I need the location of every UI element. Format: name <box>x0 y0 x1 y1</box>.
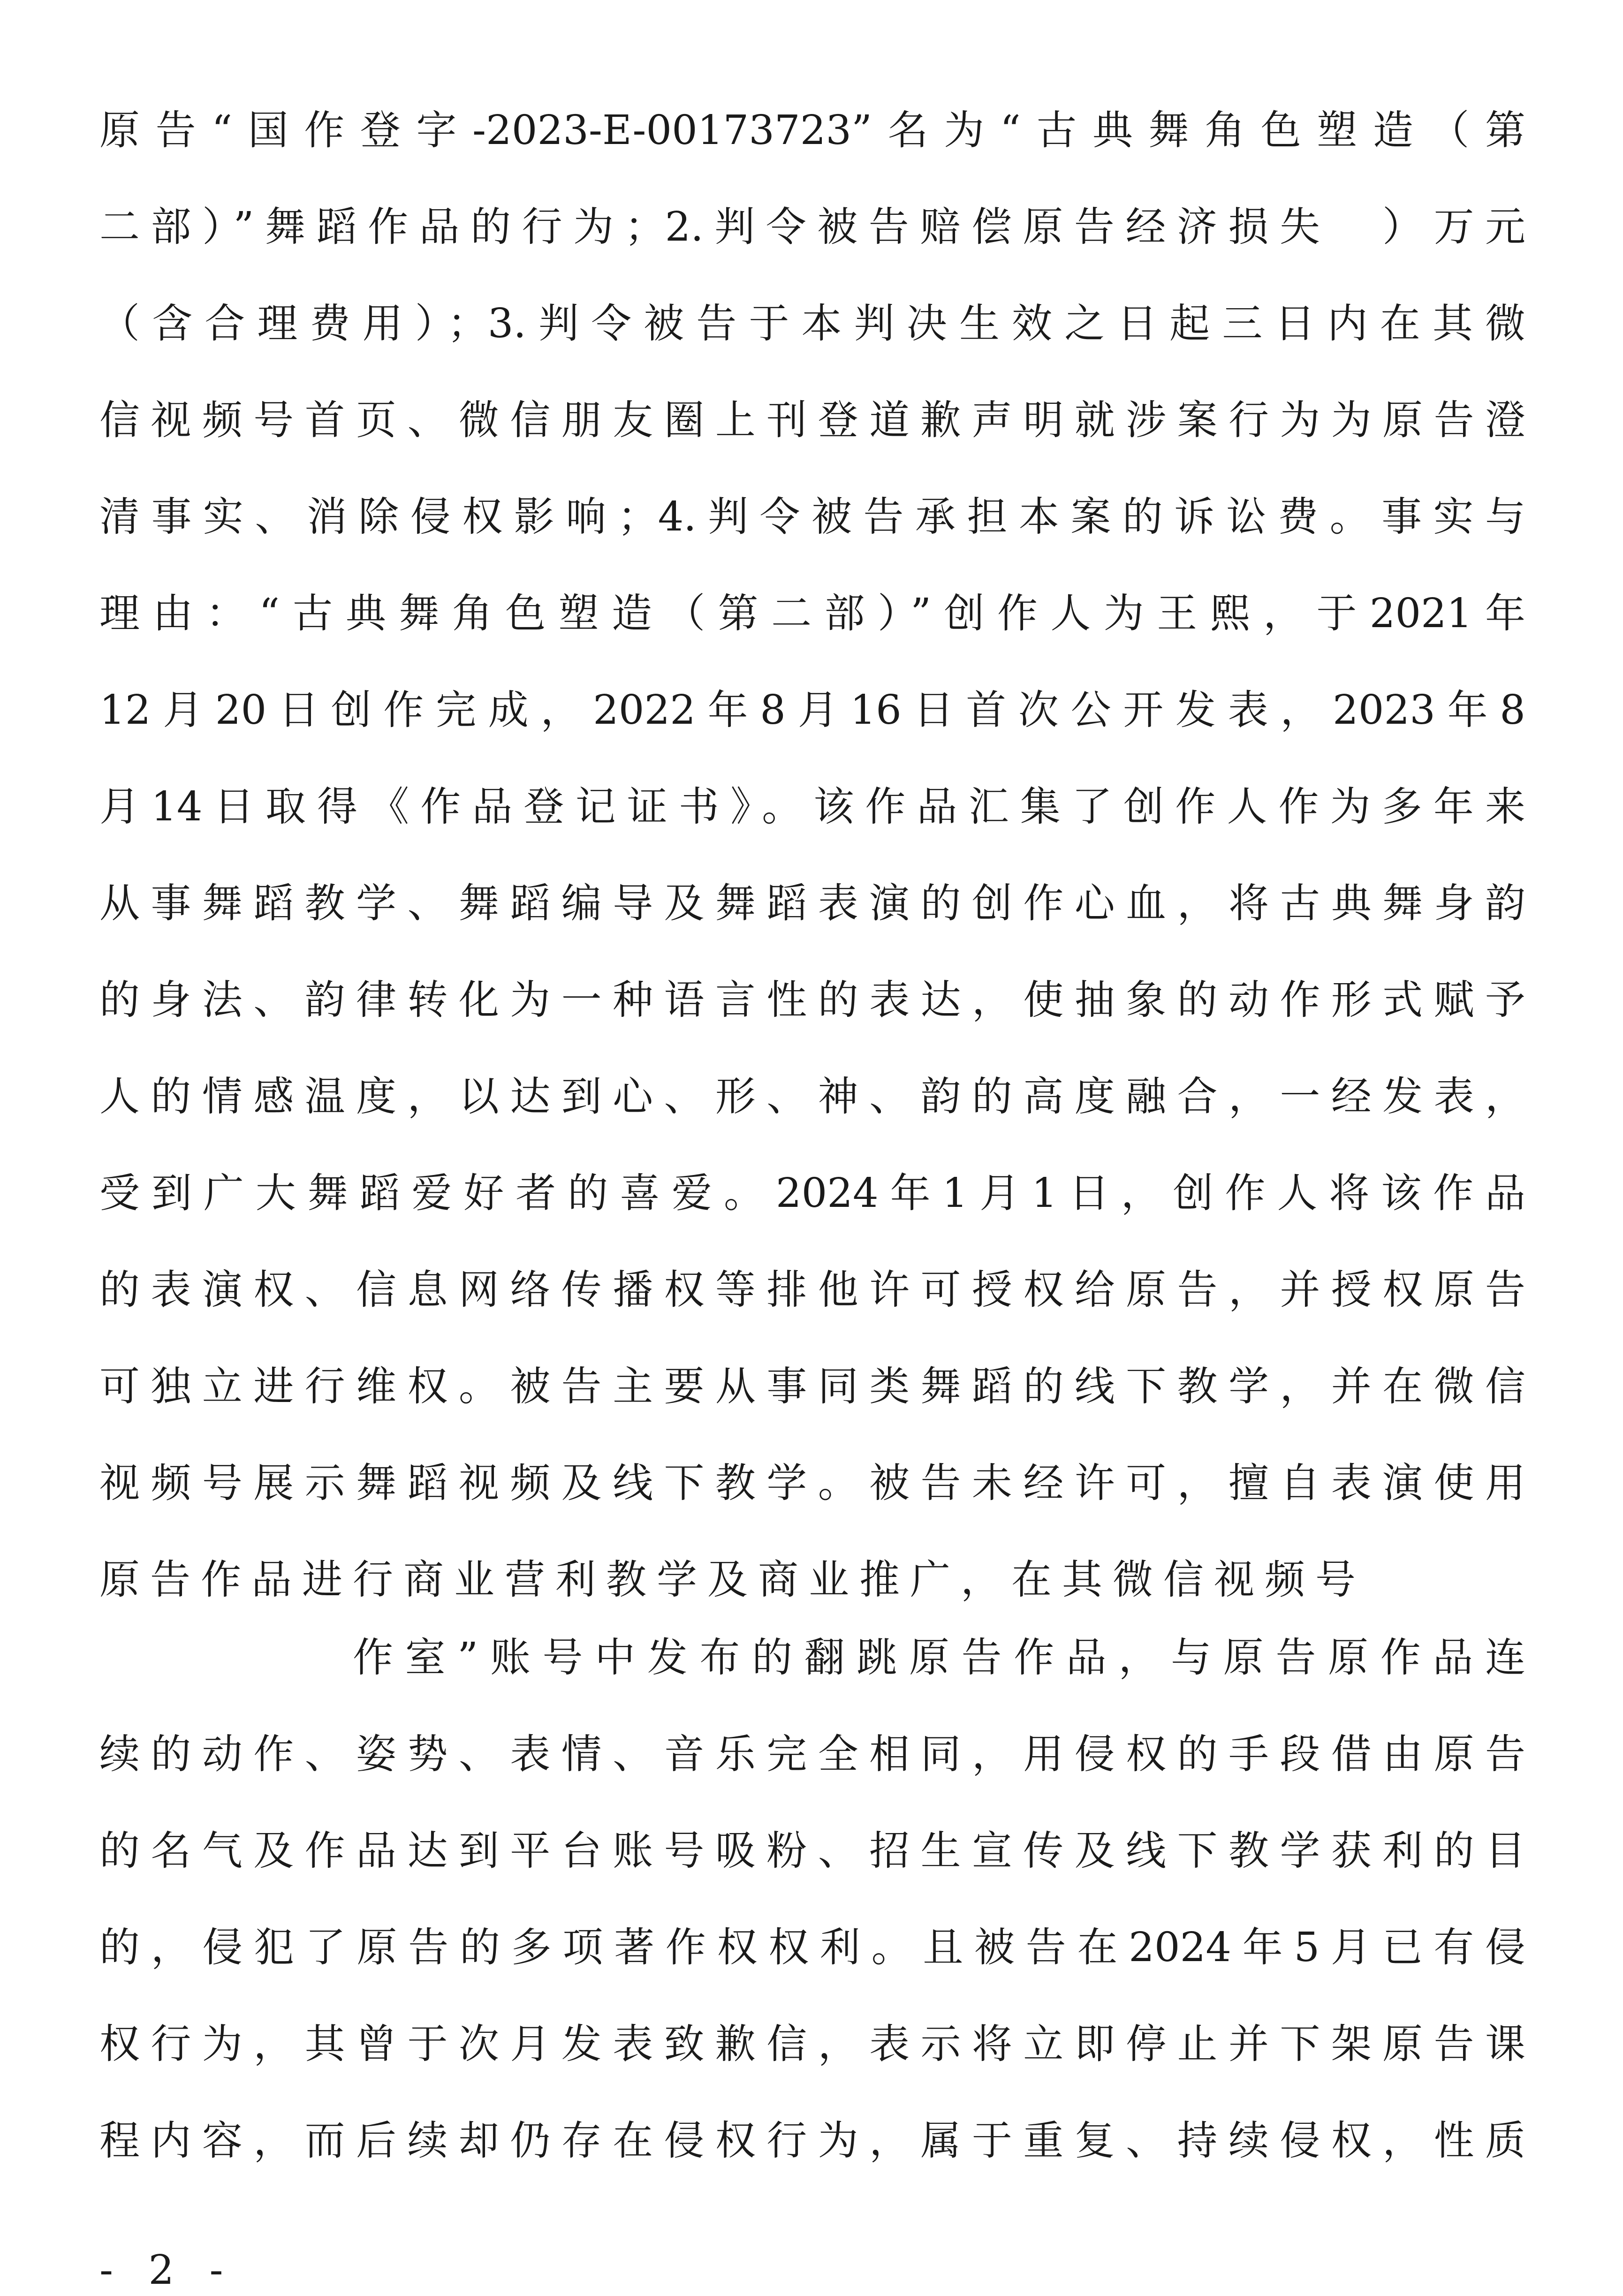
text-line-3: （含合理费用）；3.判令被告于本判决生效之日起三日内在其微 <box>99 300 1525 347</box>
text-line-6: 理由：“古典舞角色塑造（第二部）”创作人为王熙，于2021年 <box>99 590 1525 637</box>
text-line-14: 可独立进行维权。被告主要从事同类舞蹈的线下教学，并在微信 <box>99 1363 1525 1410</box>
text-line-13: 的表演权、信息网络传播权等排他许可授权给原告，并授权原告 <box>99 1266 1525 1313</box>
text-line-5: 清事实、消除侵权影响；4.判令被告承担本案的诉讼费。事实与 <box>99 493 1525 540</box>
text-line-4: 信视频号首页、微信朋友圈上刊登道歉声明就涉案行为为原告澄 <box>99 397 1525 444</box>
text-line-10: 的身法、韵律转化为一种语言性的表达，使抽象的动作形式赋予 <box>99 977 1525 1023</box>
text-line-11: 人的情感温度，以达到心、形、神、韵的高度融合，一经发表， <box>99 1073 1525 1120</box>
text-line-21: 权行为，其曾于次月发表致歉信，表示将立即停止并下架原告课 <box>99 2021 1525 2068</box>
text-line-16: 原告作品进行商业营利教学及商业推广，在其微信视频号 <box>99 1556 1366 1603</box>
text-line-17: 作室”账号中发布的翻跳原告作品，与原告原作品连 <box>353 1634 1525 1681</box>
text-line-7: 12月20日创作完成，2022年8月16日首次公开发表，2023年8 <box>99 687 1525 734</box>
text-line-8: 月14日取得《作品登记证书》。该作品汇集了创作人作为多年来 <box>99 783 1525 830</box>
text-line-19: 的名气及作品达到平台账号吸粉、招生宣传及线下教学获利的目 <box>99 1827 1525 1874</box>
page-number: - 2 - <box>99 2247 235 2294</box>
text-line-20: 的，侵犯了原告的多项著作权权利。且被告在2024年5月已有侵 <box>99 1924 1526 1971</box>
text-line-9: 从事舞蹈教学、舞蹈编导及舞蹈表演的创作心血，将古典舞身韵 <box>99 880 1525 927</box>
text-line-1: 原告“国作登字-2023-E-00173723”名为“古典舞角色塑造（第 <box>99 107 1525 154</box>
text-line-2: 二部）”舞蹈作品的行为；2.判令被告赔偿原告经济损失 ）万元 <box>99 204 1525 250</box>
text-line-22: 程内容，而后续却仍存在侵权行为，属于重复、持续侵权，性质 <box>99 2117 1525 2164</box>
text-line-18: 续的动作、姿势、表情、音乐完全相同，用侵权的手段借由原告 <box>99 1731 1525 1778</box>
text-line-15: 视频号展示舞蹈视频及线下教学。被告未经许可，擅自表演使用 <box>99 1460 1525 1507</box>
text-line-12: 受到广大舞蹈爱好者的喜爱。2024年1月1日，创作人将该作品 <box>99 1170 1525 1217</box>
